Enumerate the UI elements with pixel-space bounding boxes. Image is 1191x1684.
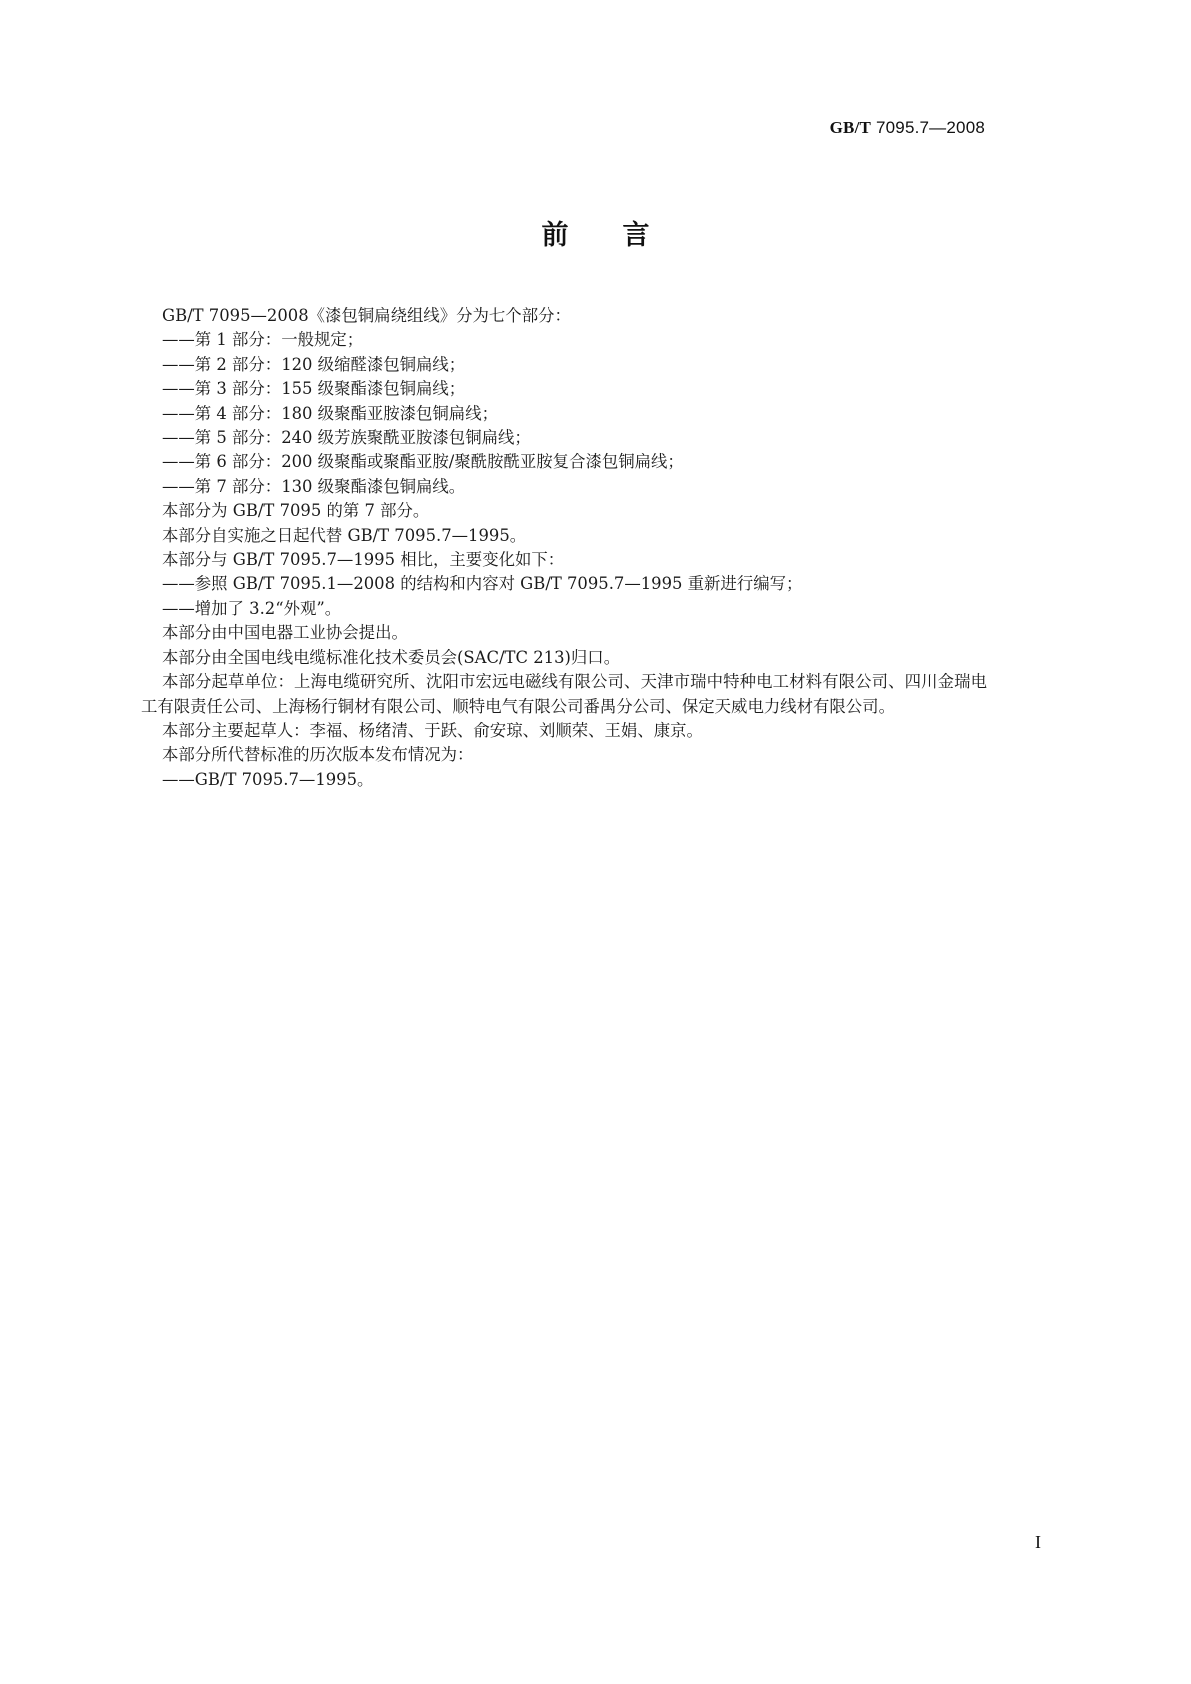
part-list-item: ——第 6 部分：200 级聚酯或聚酯亚胺/聚酰胺酰亚胺复合漆包铜扁线； — [162, 452, 684, 472]
replaces-paragraph: 本部分自实施之日起代替 GB/T 7095.7—1995。 — [162, 525, 527, 545]
drafters-paragraph: 本部分主要起草人：李福、杨绪清、于跃、俞安琼、刘顺荣、王娟、康京。 — [162, 720, 703, 740]
standard-code-header — [830, 118, 985, 138]
foreword-body — [141, 304, 987, 792]
history-intro-paragraph: 本部分所代替标准的历次版本发布情况为： — [162, 745, 474, 765]
part-list-item: ——第 4 部分：180 级聚酯亚胺漆包铜扁线； — [162, 403, 498, 423]
page-title: 前 言 — [541, 220, 650, 251]
part-list-item: ——第 7 部分：130 级聚酯漆包铜扁线。 — [162, 476, 466, 496]
part-list-item: ——第 2 部分：120 级缩醛漆包铜扁线； — [162, 354, 466, 374]
standard-prefix: GB/T — [829, 118, 872, 137]
part-list-item: ——第 1 部分：一般规定； — [162, 330, 364, 350]
change-list-item: ——增加了 3.2“外观”。 — [162, 598, 342, 618]
proposed-by-paragraph: 本部分由中国电器工业协会提出。 — [162, 623, 408, 643]
part-statement-paragraph: 本部分为 GB/T 7095 的第 7 部分。 — [162, 501, 430, 521]
part-list-item: ——第 5 部分：240 级芳族聚酰亚胺漆包铜扁线； — [162, 428, 531, 448]
part-list-item: ——第 3 部分：155 级聚酯漆包铜扁线； — [162, 379, 466, 399]
change-list-item: ——参照 GB/T 7095.1—2008 的结构和内容对 GB/T 7095.7—1995 重新进行编写； — [162, 574, 803, 594]
changes-intro-paragraph: 本部分与 GB/T 7095.7—1995 相比，主要变化如下： — [162, 550, 565, 570]
centralized-by-paragraph: 本部分由全国电线电缆标准化技术委员会(SAC/TC 213)归口。 — [162, 647, 621, 667]
standard-number: 7095.7—2008 — [875, 118, 985, 137]
page-number: I — [1035, 1532, 1041, 1552]
intro-paragraph: GB/T 7095—2008《漆包铜扁绕组线》分为七个部分： — [162, 306, 571, 325]
history-list-item: ——GB/T 7095.7—1995。 — [162, 769, 374, 789]
drafting-units-paragraph: 本部分起草单位：上海电缆研究所、沈阳市宏远电磁线有限公司、天津市瑞中特种电工材料有限公司、四川金瑞电工有限责任公司、上海杨行铜材有限公司、顺特电气有限公司番禺分公司、保定天威电力线材有限公司。 — [141, 672, 987, 716]
